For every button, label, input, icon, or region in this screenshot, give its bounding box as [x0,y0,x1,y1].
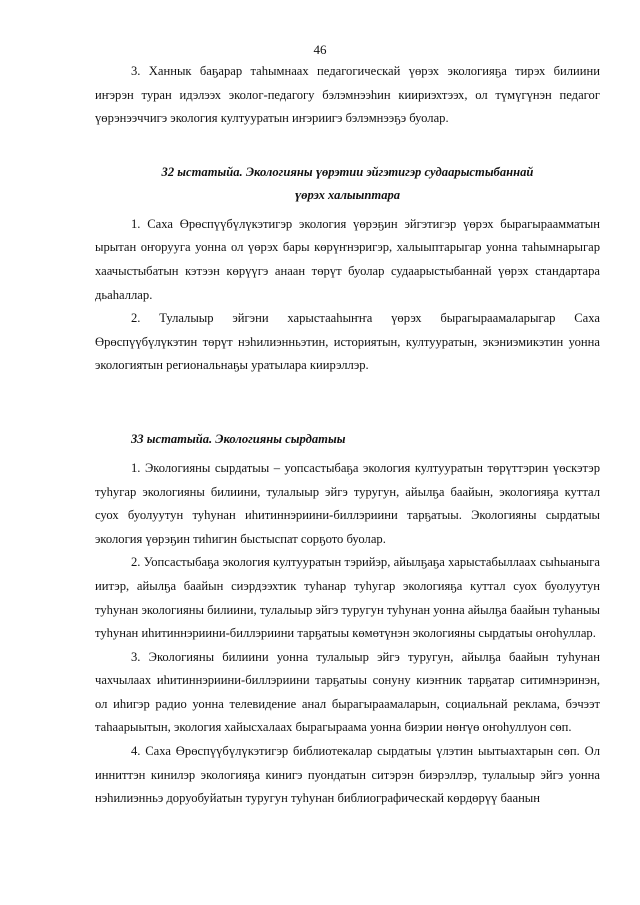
article-33-title: 33 ыстатыйа. Экологияны сырдатыы [131,431,346,446]
article-33-paragraph-4: 4. Саха Өрөспүүбүлүкэтигэр библиотекалар сырдатыы үлэтин ыытыахтарын сөп. Ол инниттэн кинилэр экологияҕа кинигэ пуондатын ситэрэн биэрэллэр, тулалыыр эйгэ уонна нэһилиэнньэ доруобуйатын туругун туһунан библиографическай көрдөрүү баанын [95,744,600,806]
article-32-heading [95,161,600,207]
article-33-paragraph-2: 2. Уопсастыбаҕа экология култууратын тэрийэр, айылҕаҕа харыстабыллаах сыһыаныгa иитэр, айылҕа баайын сиэрдээхтик туһанар туһугар экологияҕа куттал суох буолуутун туһунан экологияны билиини, тулалыыр эйгэ туругун туһунан уонна айылҕа баайын туһаныы туһунан иһитиннэриини-биллэриини тарҕатыы көмөтүнэн экологияны сырдатыы оҥоһуллар. [95,555,600,641]
article-33-paragraph-3: 3. Экологияны билиини уонна тулалыыр эйгэ туругун, айылҕа баайын туһунан чахчылаах иһитиннэриини-биллэриини тарҕатыы сонуну киэҥник тарҕатар ситимнэринэн, ол иһигэр радио уонна телевидение анал бырагыраамаларын, социальнай реклама, бэчээт таһаарыытын, экология хайысхалаах бырагыраама уонна биэрии нөҥүө оҥоһуллуон сөп. [95,649,600,735]
page-content [95,60,600,811]
page-number: 46 [313,42,327,57]
article-32-title-line1: 32 ыстатыйа. Экологияны үөрэтии эйгэтигэр судаарыстыбаннай [161,164,534,179]
article-32-paragraph-1: 1. Саха Өрөспүүбүлүкэтигэр экология үөрэҕин эйгэтигэр үөрэх бырагыраамматын ырытан оҥорууга уонна ол үөрэх бары көрүҥнэригэр, халыыптарыгар уонна таһымнарыгар хаачыстыбатын кэтээн көрүүгэ анаан төрүт буолар судаарыстыбаннай үөрэх стандартара дьаһаллар. [95,216,600,302]
article-33-paragraph-1: 1. Экологияны сырдатыы – уопсастыбаҕа экология култууратын төрүттэрин үөскэтэр туһугар экологияны билиини, тулалыыр эйгэ туругун, айылҕа баайын, экологияҕа куттал суох буолуутун туһунан иһитиннэриини-биллэриини тарҕатыы. Экологияны сырдатыы экология үөрэҕин тиһигин быстыспат сорҕото буолар. [95,460,600,546]
article-32-title-line2: үөрэх халыыптара [294,187,401,202]
intro-paragraph: 3. Ханнык баҕарар таһымнаах педагогическай үөрэх экологияҕа тирэх билиини иҥэрэн туран идэлээх эколог-педагогу бэлэмнээһин киириэхтээх, ол түмүгүнэн педагог үөрэнээччигэ экология култууратын иҥэриигэ бэлэмнээҕэ буолар. [95,64,600,126]
article-32-paragraph-2: 2. Тулалыыр эйгэни харыстааһыҥҥа үөрэх бырагыраамаларыгар Саха Өрөспүүбүлүкэтин төрүт нэһилиэнньэтин, историятын, култууратын, экэниэмикэтин уонна экологиятын региональнаҕы уратыларa киирэллэр. [95,311,600,373]
